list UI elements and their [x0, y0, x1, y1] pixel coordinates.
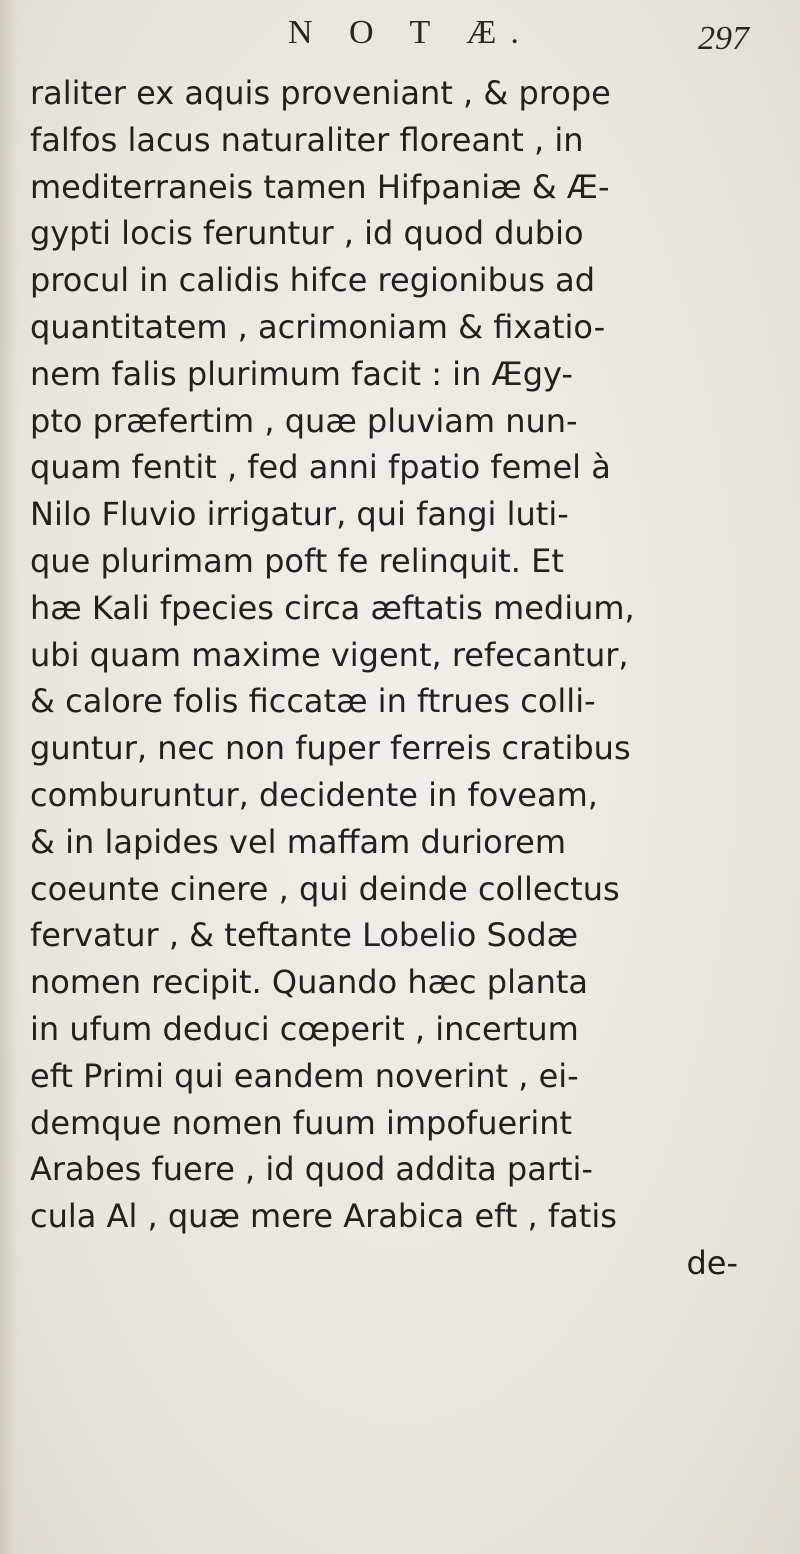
- text-line: pto præfertim , quæ pluviam nun-: [30, 401, 578, 440]
- text-line: ubi quam maxime vigent, refecantur,: [30, 635, 629, 674]
- text-line: demque nomen fuum impofuerint: [30, 1103, 573, 1142]
- text-line: quantitatem , acrimoniam & fixatio-: [30, 307, 606, 346]
- text-line: hæ Kali fpecies circa æftatis medium,: [30, 588, 635, 627]
- running-head: [0, 6, 800, 56]
- text-line: mediterraneis tamen Hifpaniæ & Æ-: [30, 167, 610, 206]
- text-line: in ufum deduci cœperit , incertum: [30, 1009, 579, 1048]
- text-line: Arabes fuere , id quod addita parti-: [30, 1150, 593, 1189]
- text-line: Nilo Fluvio irrigatur, qui fangi luti-: [30, 495, 569, 534]
- body-text: [30, 70, 790, 1287]
- text-line: procul in calidis hifce regionibus ad: [30, 261, 595, 300]
- text-line: cula Al , quæ mere Arabica eft , fatis: [30, 1197, 617, 1236]
- text-line: & calore folis ficcatæ in ftrues colli-: [30, 682, 596, 721]
- running-title: N O T Æ.: [288, 14, 533, 51]
- text-line: comburuntur, decidente in foveam,: [30, 775, 598, 814]
- text-line: & in lapides vel maffam duriorem: [30, 822, 567, 861]
- catchword: de-: [686, 1243, 738, 1282]
- text-line: falfos lacus naturaliter floreant , in: [30, 120, 584, 159]
- page-number: 297: [698, 20, 749, 57]
- text-line: nem falis plurimum facit : in Ægy-: [30, 354, 573, 393]
- text-line: guntur, nec non fuper ferreis cratibus: [30, 729, 631, 768]
- text-line: eft Primi qui eandem noverint , ei-: [30, 1056, 579, 1095]
- text-line: nomen recipit. Quando hæc planta: [30, 963, 589, 1002]
- text-line: coeunte cinere , qui deinde collectus: [30, 869, 620, 908]
- text-line: quam fentit , fed anni fpatio femel à: [30, 448, 611, 487]
- text-line: fervatur , & teftante Lobelio Sodæ: [30, 916, 579, 955]
- gutter-shadow: [0, 0, 18, 1554]
- text-line: que plurimam poft fe relinquit. Et: [30, 541, 564, 580]
- text-line: raliter ex aquis proveniant , & prope: [30, 74, 611, 112]
- text-line: gypti locis feruntur , id quod dubio: [30, 214, 584, 253]
